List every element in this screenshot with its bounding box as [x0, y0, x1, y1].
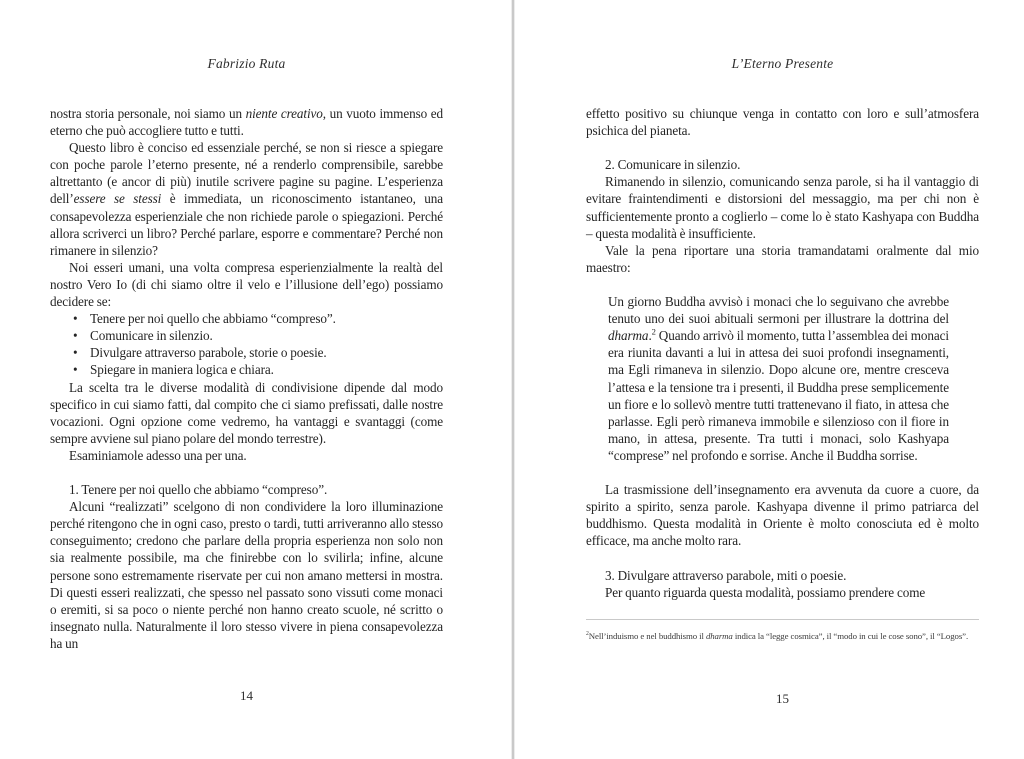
blank-line — [586, 464, 979, 481]
paragraph — [586, 173, 979, 241]
text-run: Noi esseri umani, una volta compresa esperienzialmente la realtà del nostro Vero Io (di chi siamo oltre il velo e l’illusione dell’ego) possiamo decidere se: — [50, 259, 443, 310]
text-run: indica la “legge cosmica”, il “modo in cui le cose sono”, il “Logos”. — [732, 631, 969, 641]
paragraph — [50, 105, 443, 139]
footnote-marker: 2 — [586, 631, 589, 638]
bullet-text — [90, 311, 336, 326]
blank-line — [586, 139, 979, 156]
bullet-text — [90, 362, 274, 377]
italic-text: niente creativo — [245, 106, 323, 121]
blank-line — [50, 464, 443, 481]
text-run: Rimanendo in silenzio, comunicando senza parole, si ha il vantaggio di evitare fraintendimenti e distorsioni del messaggio, ma per chi non è sufficientemente pronto a coglierlo – come lo è stato Kashyapa con Buddha – questa modalità è insufficiente. — [586, 174, 979, 241]
italic-text: dharma — [705, 631, 733, 641]
page-left-body — [50, 105, 443, 652]
paragraph — [586, 481, 979, 549]
text-run: Nell’induismo e nel buddhismo il — [588, 631, 706, 641]
paragraph — [586, 567, 979, 584]
text-run: La trasmissione dell’insegnamento era avvenuta da cuore a cuore, da spirito a spirito, senza parole. Kashyapa divenne il primo patriarca del buddhismo. Questa modalità in Oriente è molto conosciuta ed è molto efficace, ma anche molto rara. — [586, 482, 979, 549]
bullet-item — [50, 310, 443, 327]
blockquote-paragraph — [608, 293, 949, 464]
text-run: . — [648, 328, 652, 344]
text-run: , un vuoto immenso ed eterno che può accogliere tutto e tutti. — [50, 106, 443, 139]
bullet-icon: • — [73, 311, 78, 327]
bullet-icon: • — [73, 362, 78, 378]
bullet-icon: • — [73, 328, 78, 344]
bullet-item — [50, 327, 443, 344]
page-gutter-divider — [512, 0, 514, 759]
footnote-separator — [586, 619, 979, 620]
page-number-left: 14 — [240, 688, 253, 703]
text-run: Per quanto riguarda questa modalità, possiamo prendere come — [605, 584, 926, 600]
text-run: Spiegare in maniera logica e chiara. — [90, 362, 274, 378]
text-run: Alcuni “realizzati” scelgono di non condividere la loro illuminazione perché ritengono che in ogni caso, presto o tardi, tutti arriveranno allo stesso conseguimento; credono che parlare della propria esperienza non solo non sia realmente possibile, ma che finirebbe con lo svilirla; infine, alcune persone sono estremamente riservate per cui non amano mettersi in mostra. Di questi esseri realizzati, che spesso nel passato sono vissuti come monaci o eremiti, si sa poco o niente perché non hanno creato scuole, né scritto o insegnato nulla. Naturalmente il loro stesso vivere in piena consapevolezza ha un — [50, 499, 443, 651]
page-right-body — [586, 105, 979, 601]
text-run: 3. Divulgare attraverso parabole, miti o poesie. — [605, 567, 847, 583]
paragraph — [50, 139, 443, 259]
blank-line — [586, 549, 979, 566]
paragraph — [50, 379, 443, 447]
text-run: Un giorno Buddha avvisò i monaci che lo seguivano che avrebbe tenuto uno dei suoi abituali sermoni per illustrare la dottrina del — [608, 294, 949, 327]
bullet-item — [50, 344, 443, 361]
text-run: è immediata, un riconoscimento istantaneo, una consapevolezza esperienziale che non richiede parole o spiegazioni. Perché allora scriverci un libro? Perché parlare, esporre e commentare? Perché non rimanere in silenzio? — [50, 191, 443, 258]
text-run: Esaminiamole adesso una per una. — [69, 447, 247, 463]
text-run: 2. Comunicare in silenzio. — [605, 157, 741, 173]
italic-text: essere se stessi — [73, 191, 162, 207]
italic-text: dharma — [608, 328, 649, 344]
bullet-item — [50, 361, 443, 378]
text-run: 1. Tenere per noi quello che abbiamo “compreso”. — [69, 482, 328, 498]
text-run: Questo libro è conciso ed essenziale perché, se non si riesce a spiegare con poche parole l’eterno presente, né a renderlo comprensibile, sarebbe altrettanto (e ancor di più) inutile scrivere pagine su pagine. L’esperienza dell’ — [50, 140, 443, 207]
bullet-icon: • — [73, 345, 78, 361]
text-run: La scelta tra le diverse modalità di condivisione dipende dal modo specifico in cui siamo fatti, dal compito che ci siamo prefissati, dalle nostre vocazioni. Ogni opzione come vedremo, ha vantaggi e svantaggi (come sempre avviene sul piano polare del mondo terrestre). — [50, 379, 443, 446]
paragraph — [50, 259, 443, 310]
blank-line — [586, 276, 979, 293]
paragraph — [586, 584, 979, 601]
text-run: nostra storia personale, noi siamo un — [50, 106, 246, 121]
running-header-author: Fabrizio Ruta — [207, 56, 286, 71]
paragraph — [50, 498, 443, 652]
text-run: Divulgare attraverso parabole, storie o poesie. — [90, 345, 327, 361]
paragraph — [586, 242, 979, 276]
footnote — [586, 631, 968, 642]
footnote-marker: 2 — [651, 326, 656, 337]
paragraph — [50, 481, 443, 498]
bullet-text — [90, 345, 327, 360]
paragraph — [586, 105, 979, 139]
running-header-title: L’Eterno Presente — [731, 56, 834, 71]
text-run: Comunicare in silenzio. — [90, 328, 213, 344]
text-run: effetto positivo su chiunque venga in contatto con loro e sull’atmosfera psichica del pianeta. — [586, 106, 979, 139]
paragraph — [50, 447, 443, 464]
paragraph — [586, 156, 979, 173]
text-run: Vale la pena riportare una storia tramandatami oralmente dal mio maestro: — [586, 242, 979, 275]
page-number-right: 15 — [776, 691, 789, 706]
bullet-text — [90, 328, 213, 343]
text-run: Quando arrivò il momento, tutta l’assemblea dei monaci era riunita davanti a lui in attesa dei suoi profondi insegnamenti, ma Egli rimaneva in silenzio. Dopo alcune ore, mentre cresceva l’attesa e la tensione tra i presenti, il Buddha prese semplicemente un fiore e lo sollevò mentre tutti trattenevano il fiato, in attesa che parlasse. Egli però rimaneva immobile e silenzioso con il fiore in mano, in attesa, presente. Tra tutti i monaci, solo Kashyapa “comprese” nel profondo e sorrise. Anche il Buddha sorrise. — [608, 328, 949, 463]
text-run: Tenere per noi quello che abbiamo “compreso”. — [90, 311, 336, 327]
